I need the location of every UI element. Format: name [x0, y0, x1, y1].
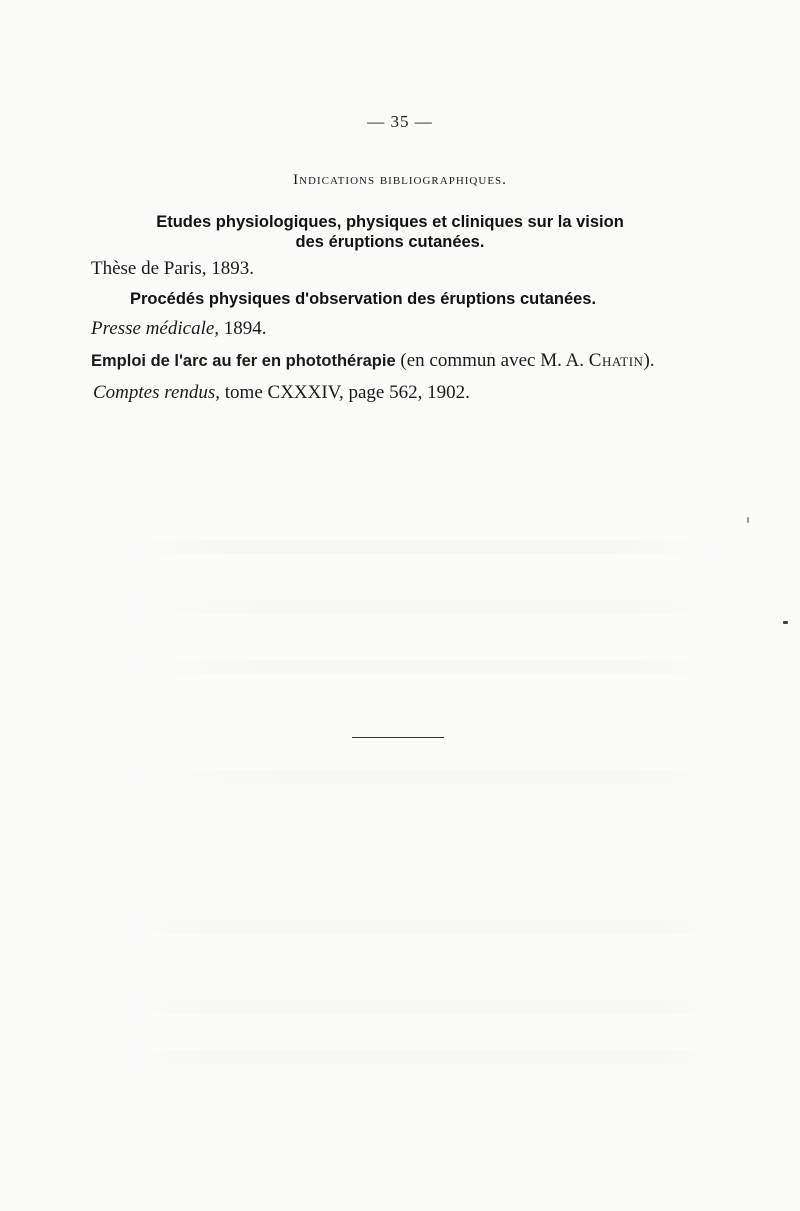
entry-3-title — [91, 350, 655, 372]
bleed-through-band — [120, 1000, 720, 1014]
entry-1-title-line-2: des éruptions cutanées. — [295, 233, 485, 251]
entry-1-title-line-1: Etudes physiologiques, physiques et cliniques sur la vision — [156, 213, 624, 231]
entry-3-title-text: Emploi de l'arc au fer en photothérapie — [91, 352, 396, 370]
page-number: — 35 — — [367, 112, 433, 131]
entry-1-title — [0, 212, 780, 252]
scan-speck — [747, 517, 749, 523]
entry-3-source — [93, 382, 470, 404]
entry-2-source — [91, 318, 267, 340]
bleed-through-band — [120, 600, 720, 614]
entry-3-coauthor-pre: (en commun avec M. A. — [395, 350, 589, 371]
scan-speck — [783, 621, 788, 624]
section-heading: Indications bibliographiques. — [293, 172, 507, 188]
entry-3-coauthor-name: Chatin — [588, 350, 644, 371]
bleed-through-band — [120, 770, 720, 784]
bleed-through-band — [120, 540, 720, 554]
entry-1-source: Thèse de Paris, 1893. — [91, 258, 255, 279]
bleed-through-band — [120, 660, 720, 674]
bleed-through-band — [120, 920, 720, 934]
entry-3-coauthor-post: ). — [643, 350, 655, 371]
entry-3-details: tome CXXXIV, page 562, 1902. — [220, 382, 470, 403]
end-rule — [352, 737, 444, 738]
entry-2-year: 1894. — [219, 318, 267, 339]
entry-2-title: Procédés physiques d'observation des éruptions cutanées. — [130, 290, 597, 308]
entry-2-journal: Presse médicale, — [91, 318, 220, 339]
entry-3-journal: Comptes rendus, — [93, 382, 221, 403]
bleed-through-band — [120, 1050, 720, 1064]
